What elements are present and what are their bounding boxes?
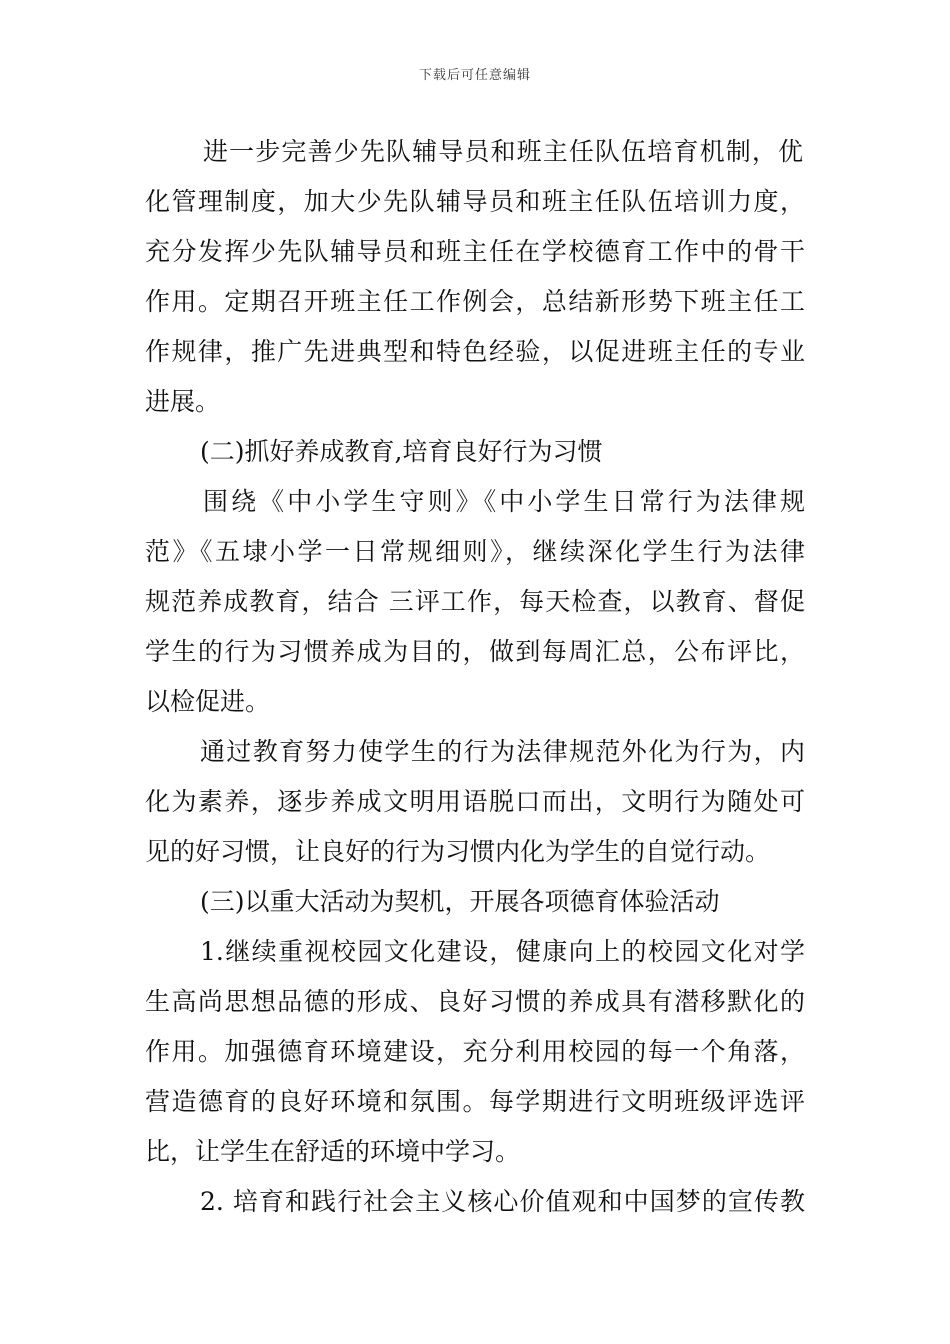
text-line: 化管理制度，加大少先队辅导员和班主任队伍培训力度， [145, 187, 805, 216]
text-line: 作用。定期召开班主任工作例会，总结新形势下班主任工 [145, 287, 805, 316]
text-line: 比，让学生在舒适的环境中学习。 [145, 1137, 521, 1166]
text-line: 进一步完善少先队辅导员和班主任队伍培育机制，优 [203, 137, 803, 166]
text-line: 见的好习惯，让良好的行为习惯内化为学生的自觉行动。 [145, 837, 771, 866]
text-line: 通过教育努力使学生的行为法律规范外化为行为，内 [200, 737, 805, 766]
text-line: 2. 培育和践行社会主义核心价值观和中国梦的宣传教 [200, 1187, 805, 1216]
text-line: 1.继续重视校园文化建设，健康向上的校园文化对学 [200, 937, 805, 966]
text-line: 作用。加强德育环境建设，充分利用校园的每一个角落， [145, 1037, 805, 1066]
section-heading: (三)以重大活动为契机，开展各项德育体验活动 [200, 887, 720, 916]
text-line: 化为素养，逐步养成文明用语脱口而出，文明行为随处可 [145, 787, 805, 816]
page-header: 下载后可任意编辑 [418, 68, 531, 83]
text-line: 充分发挥少先队辅导员和班主任在学校德育工作中的骨干 [145, 237, 805, 266]
text-line: 学生的行为习惯养成为目的，做到每周汇总，公布评比， [145, 637, 805, 666]
text-line: 规范养成教育，结合 三评工作，每天检查，以教育、督促 [145, 587, 805, 616]
text-line: 作规律，推广先进典型和特色经验，以促进班主任的专业 [145, 337, 805, 366]
text-line: 进展。 [145, 387, 221, 416]
text-line: 围绕《中小学生守则》《中小学生日常行为法律规 [203, 487, 805, 516]
text-line: 生高尚思想品德的形成、良好习惯的养成具有潜移默化的 [145, 987, 805, 1016]
text-line: 范》《五埭小学一日常规细则》，继续深化学生行为法律 [145, 537, 805, 566]
section-heading: (二)抓好养成教育,培育良好行为习惯 [200, 437, 603, 466]
text-line: 营造德育的良好环境和氛围。每学期进行文明班级评选评 [145, 1087, 805, 1116]
text-line: 以检促进。 [145, 687, 271, 716]
